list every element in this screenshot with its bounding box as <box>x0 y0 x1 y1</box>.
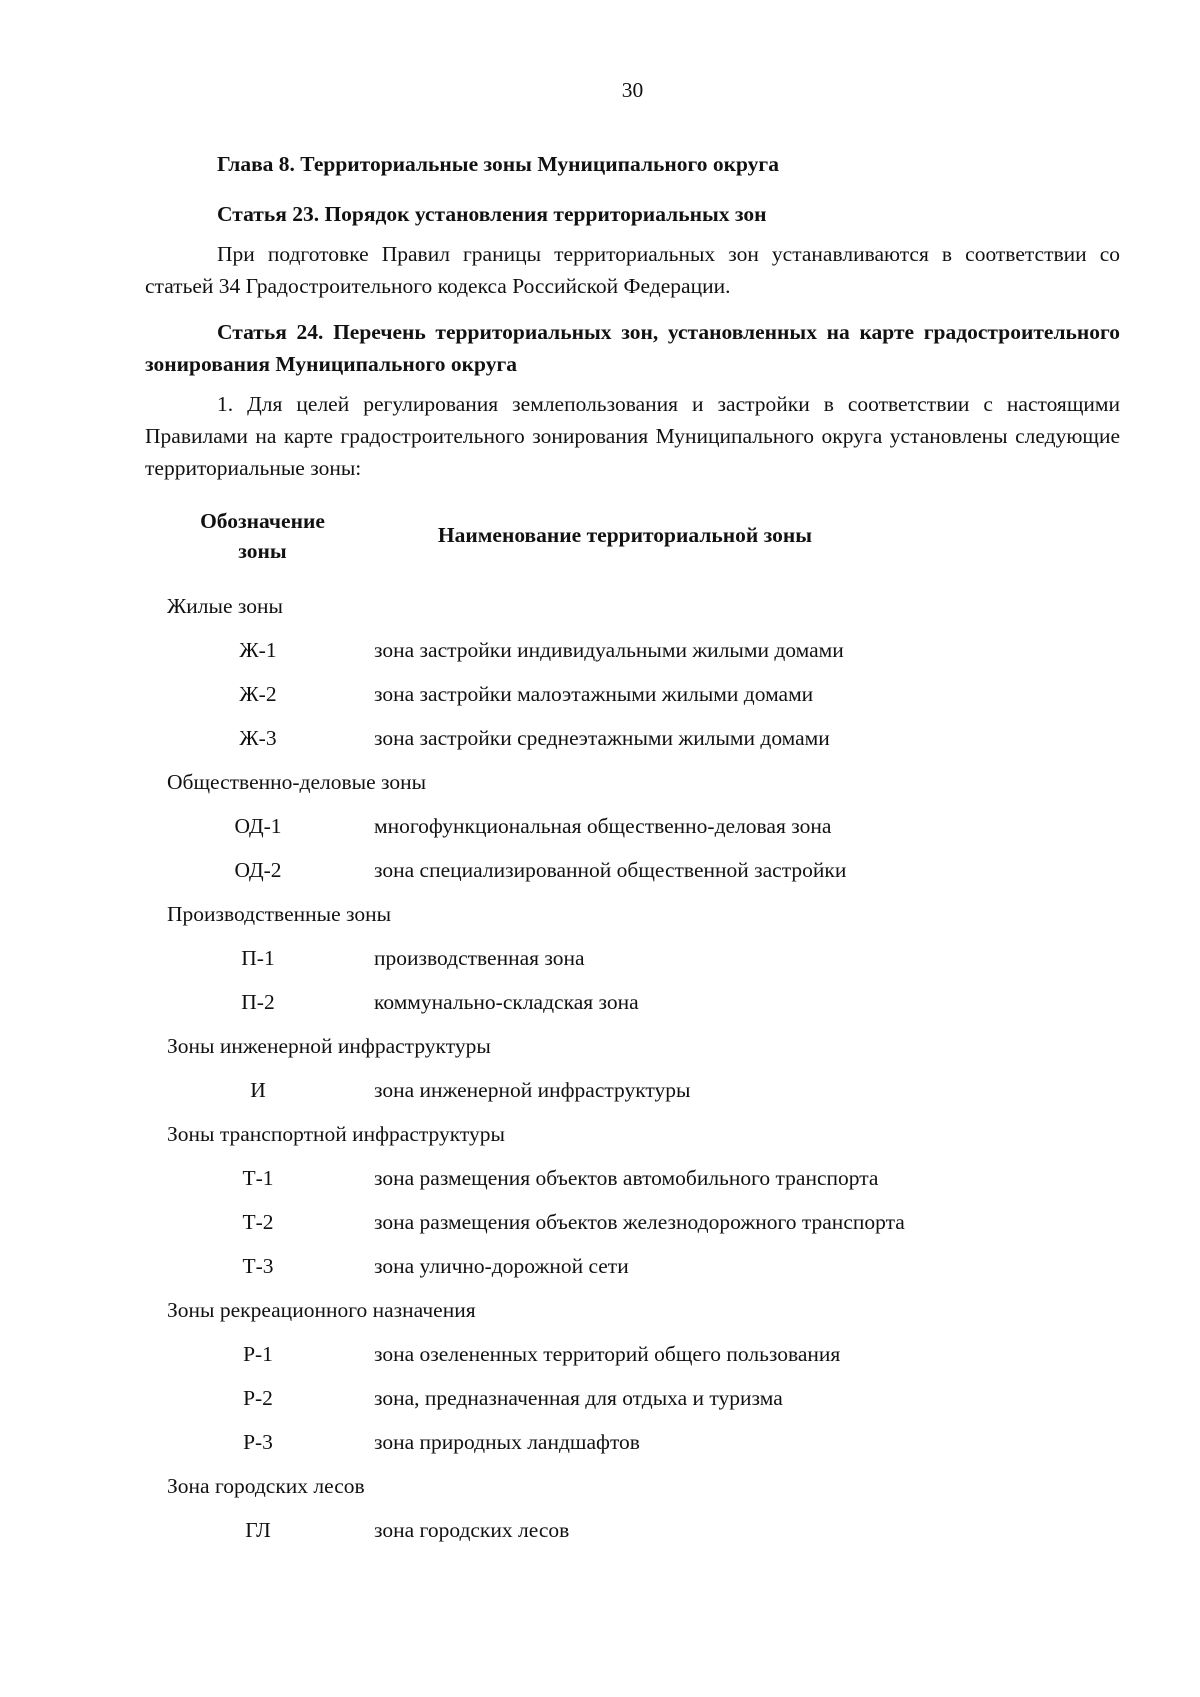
zone-code: ГЛ <box>245 1518 271 1542</box>
zone-name: зона улично-дорожной сети <box>374 1254 629 1278</box>
zone-row <box>145 1200 1120 1244</box>
zone-row <box>145 1420 1120 1464</box>
page-number: 30 <box>621 78 644 102</box>
zone-row <box>145 1508 1120 1552</box>
zone-code-column-header: Обозначение зоны <box>200 509 325 563</box>
zone-row <box>145 1244 1120 1288</box>
zone-code: П-2 <box>241 990 275 1014</box>
zone-name: зона озелененных территорий общего пользования <box>374 1342 841 1366</box>
zone-row <box>145 848 1120 892</box>
zone-code: Ж-2 <box>239 682 277 706</box>
zone-row <box>145 1332 1120 1376</box>
zone-row <box>145 1068 1120 1112</box>
zone-name: зона природных ландшафтов <box>374 1430 640 1454</box>
zone-row <box>145 1376 1120 1420</box>
zone-code: Т-1 <box>242 1166 274 1190</box>
zone-code: Т-3 <box>242 1254 274 1278</box>
zones-table-header <box>145 506 1120 576</box>
zone-code: ОД-2 <box>234 858 282 882</box>
article-23-text: При подготовке Правил границы территориальных зон устанавливаются в соответствии со статьей 34 Градостроительного кодекса Российской Федерации. <box>145 242 1120 298</box>
zone-group-title: Зона городских лесов <box>167 1474 365 1498</box>
zone-name: многофункциональная общественно-деловая зона <box>374 814 832 838</box>
zone-code: Р-2 <box>243 1386 273 1410</box>
zone-code: И <box>250 1078 266 1102</box>
zone-name: зона специализированной общественной застройки <box>374 858 847 882</box>
zone-group-title: Зоны инженерной инфраструктуры <box>167 1034 491 1058</box>
zone-code: Р-3 <box>243 1430 273 1454</box>
zone-row <box>145 980 1120 1024</box>
zone-code: ОД-1 <box>234 814 282 838</box>
zone-row <box>145 804 1120 848</box>
zone-name-column-header: Наименование территориальной зоны <box>437 523 813 547</box>
zone-group-title: Производственные зоны <box>167 902 392 926</box>
zone-name: коммунально-складская зона <box>374 990 639 1014</box>
article-24-title: Статья 24. Перечень территориальных зон, установленных на карте градостроительного зонирования Муниципального округа <box>145 320 1120 376</box>
zone-code: Т-2 <box>242 1210 274 1234</box>
zone-row <box>145 936 1120 980</box>
zone-name: зона, предназначенная для отдыха и туризма <box>374 1386 783 1410</box>
article-23-title: Статья 23. Порядок установления территориальных зон <box>217 202 767 226</box>
zone-name: зона размещения объектов автомобильного транспорта <box>374 1166 879 1190</box>
zone-code: Ж-1 <box>239 638 277 662</box>
zone-code: Ж-3 <box>239 726 277 750</box>
zone-row <box>145 1156 1120 1200</box>
zone-code: Р-1 <box>243 1342 273 1366</box>
article-24-text: 1. Для целей регулирования землепользования и застройки в соответствии с настоящими Правилами на карте градостроительного зонирования Муниципального округа установлены следующие территориальные зоны: <box>145 392 1120 480</box>
zone-row <box>145 672 1120 716</box>
chapter-title: Глава 8. Территориальные зоны Муниципального округа <box>217 152 779 176</box>
zone-name: зона застройки малоэтажными жилыми домами <box>374 682 814 706</box>
zone-name: производственная зона <box>374 946 585 970</box>
zone-group-title: Зоны рекреационного назначения <box>167 1298 476 1322</box>
zone-name: зона инженерной инфраструктуры <box>374 1078 691 1102</box>
zone-group-title: Общественно-деловые зоны <box>167 770 427 794</box>
zone-group-title: Зоны транспортной инфраструктуры <box>167 1122 505 1146</box>
zone-name: зона застройки среднеэтажными жилыми домами <box>374 726 830 750</box>
zone-name: зона застройки индивидуальными жилыми домами <box>374 638 844 662</box>
zone-row <box>145 628 1120 672</box>
zone-group-title: Жилые зоны <box>167 594 283 618</box>
zones-table <box>145 584 1120 1552</box>
zone-code: П-1 <box>241 946 275 970</box>
zone-name: зона городских лесов <box>374 1518 570 1542</box>
document-page <box>145 70 1120 1552</box>
zone-name: зона размещения объектов железнодорожного транспорта <box>374 1210 905 1234</box>
zone-row <box>145 716 1120 760</box>
